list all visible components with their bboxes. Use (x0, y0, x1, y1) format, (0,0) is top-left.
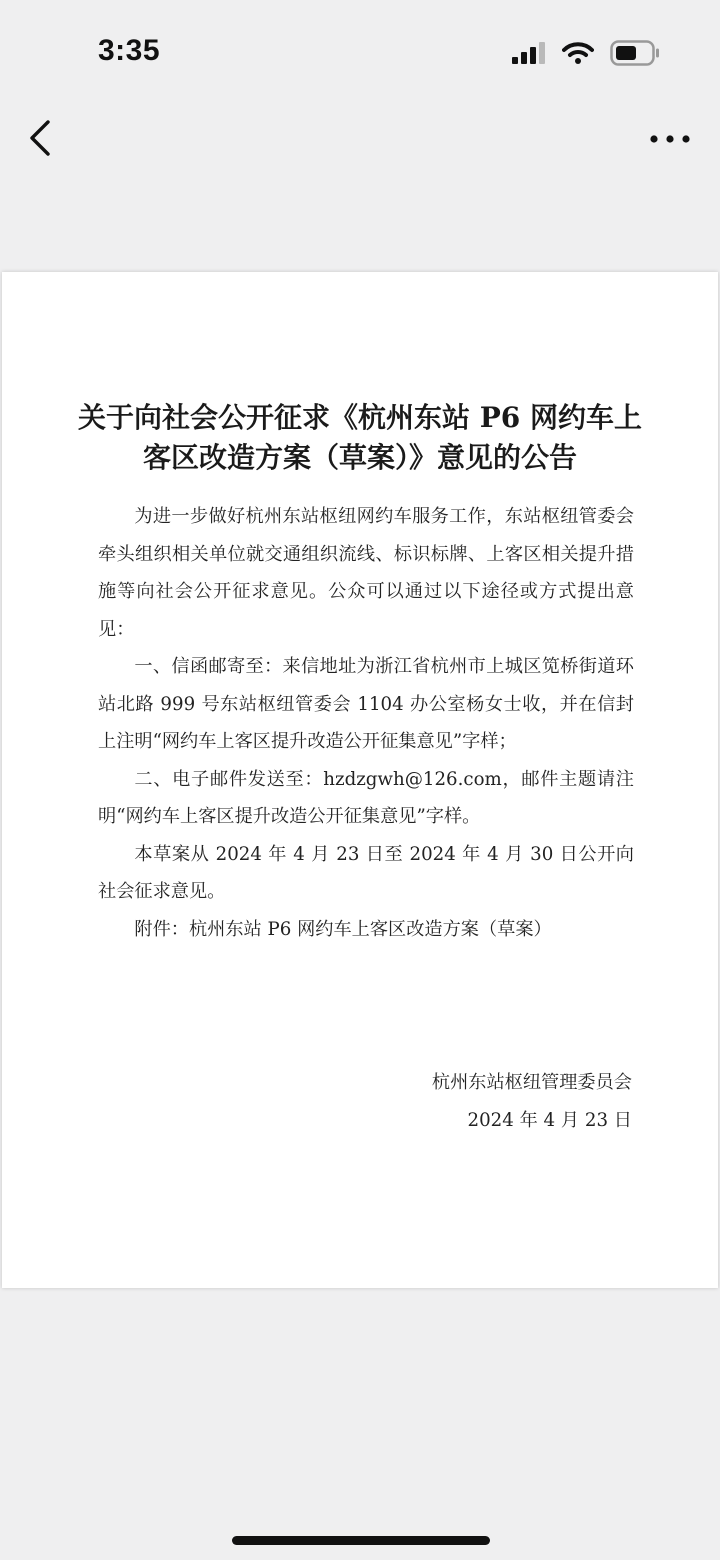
more-horizontal-icon (648, 124, 692, 154)
document-page (2, 272, 718, 1288)
status-time: 3:35 (98, 34, 161, 67)
title-line-2: 客区改造方案（草案）》意见的公告 (142, 441, 577, 474)
paragraph-intro: 为进一步做好杭州东站枢纽网约车服务工作，东站枢纽管委会牵头组织相关单位就交通组织流线、标识标牌、上客区相关提升措施等向社会公开征求意见。公众可以通过以下途径或方式提出意见： (98, 506, 634, 640)
signature-block (432, 1064, 632, 1139)
signature-date: 2024 年 4 月 23 日 (467, 1109, 632, 1131)
back-button[interactable] (24, 116, 64, 160)
paragraph-period: 本草案从 2024 年 4 月 23 日至 2024 年 4 月 30 日公开向社会征求意见。 (98, 843, 634, 902)
cellular-signal-icon (512, 42, 546, 64)
paragraph-attachment: 附件：杭州东站 P6 网约车上客区改造方案（草案） (134, 918, 552, 940)
home-indicator[interactable] (232, 1536, 490, 1545)
paragraph-mail: 一、信函邮寄至：来信地址为浙江省杭州市上城区笕桥街道环站北路 999 号东站枢纽管委会 1104 办公室杨女士收，并在信封上注明“网约车上客区提升改造公开征集意见”字样； (98, 656, 634, 752)
paragraph-email: 二、电子邮件发送至：hzdzgwh@126.com，邮件主题请注明“网约车上客区提升改造公开征集意见”字样。 (98, 768, 634, 827)
more-button[interactable] (648, 124, 692, 154)
document-title (2, 398, 718, 478)
title-line-1: 关于向社会公开征求《杭州东站 P6 网约车上 (77, 401, 643, 434)
status-bar (0, 0, 720, 100)
wifi-icon (562, 41, 594, 65)
nav-bar (0, 100, 720, 180)
chevron-left-icon (24, 116, 64, 160)
battery-icon (610, 40, 660, 66)
signature-org: 杭州东站枢纽管理委员会 (431, 1072, 632, 1093)
document-body (98, 498, 634, 948)
status-icons (512, 40, 660, 66)
